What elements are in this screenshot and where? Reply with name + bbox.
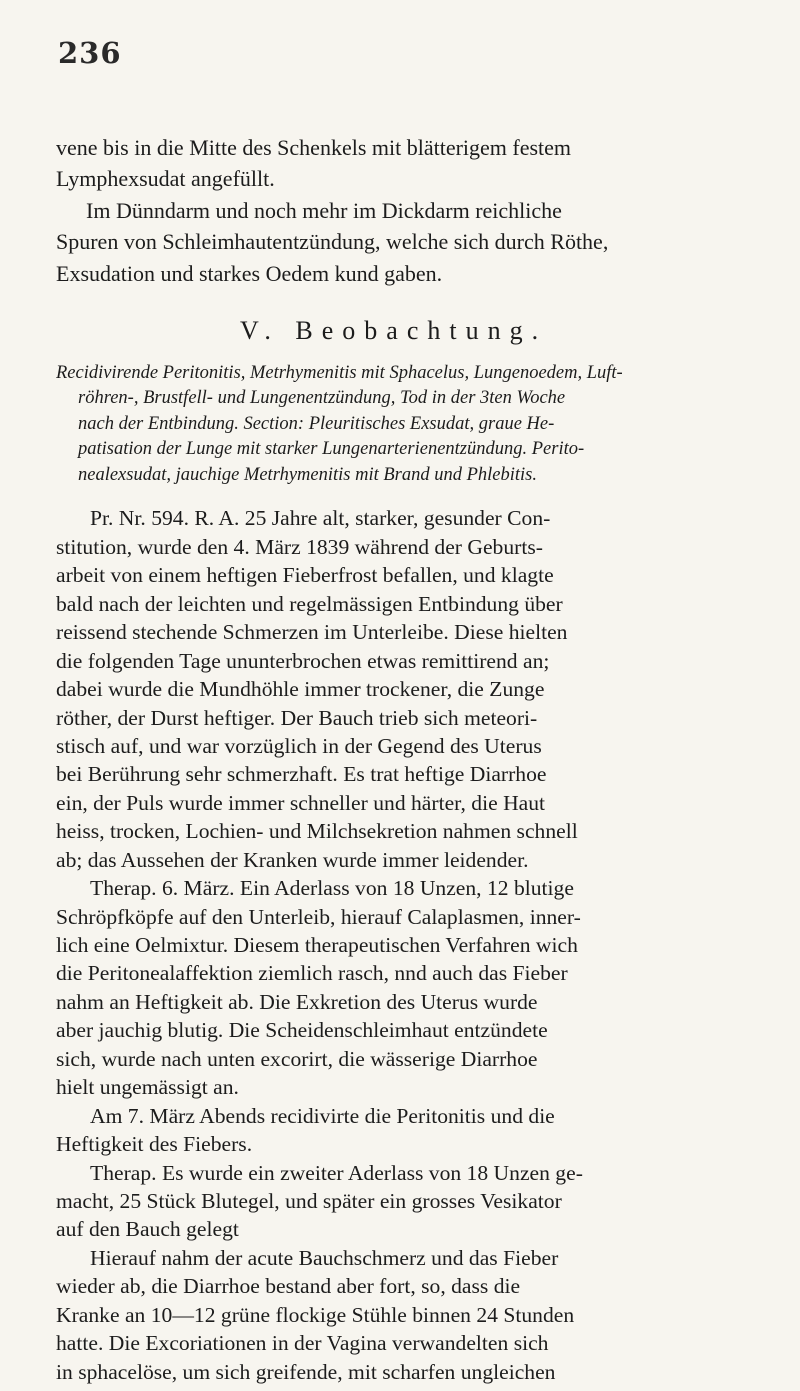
text-line: aber jauchig blutig. Die Scheidenschleimhaut entzündete [56, 1018, 548, 1043]
text-line: heiss, trocken, Lochien- und Milchsekretion nahmen schnell [56, 819, 578, 844]
text-line: Hierauf nahm der acute Bauchschmerz und das Fieber [90, 1245, 559, 1270]
text-line: die Peritonealaffektion ziemlich rasch, nnd auch das Fieber [56, 961, 568, 986]
case-summary [56, 361, 748, 489]
case-report [56, 504, 748, 1386]
text-line: stisch auf, und war vorzüglich in der Gegend des Uterus [56, 733, 542, 758]
text-line: Schröpfköpfe auf den Unterleib, hierauf Calaplasmen, inner- [56, 904, 581, 929]
text-line: Exsudation und starkes Oedem kund gaben. [56, 260, 443, 286]
summary-line: röhren-, Brustfell- und Lungenentzündung, Tod in der 3ten Woche [78, 388, 566, 409]
text-line: dabei wurde die Mundhöhle immer trockener, die Zunge [56, 677, 545, 702]
text-line: bei Berührung sehr schmerzhaft. Es trat heftige Diarrhoe [56, 762, 547, 787]
text-line: in sphacelöse, um sich greifende, mit scharfen ungleichen [56, 1359, 556, 1384]
summary-line: nach der Entbindung. Section: Pleuritisches Exsudat, graue He- [78, 413, 555, 434]
text-line: Im Dünndarm und noch mehr im Dickdarm reichliche [86, 197, 562, 223]
text-line: nahm an Heftigkeit ab. Die Exkretion des Uterus wurde [56, 989, 538, 1014]
page-number: 236 [58, 36, 122, 70]
text-line: stitution, wurde den 4. März 1839 während der Geburts- [56, 534, 543, 559]
text-line: auf den Bauch gelegt [56, 1217, 239, 1242]
text-line: lich eine Oelmixtur. Diesem therapeutischen Verfahren wich [56, 933, 578, 958]
text-line: Therap. Es wurde ein zweiter Aderlass von 18 Unzen ge- [90, 1160, 583, 1185]
text-line: reissend stechende Schmerzen im Unterleibe. Diese hielten [56, 620, 568, 645]
intro-paragraph [56, 132, 748, 289]
text-line: bald nach der leichten und regelmässigen Entbindung über [56, 591, 563, 616]
text-line: arbeit von einem heftigen Fieberfrost befallen, und klagte [56, 563, 554, 588]
text-line: ein, der Puls wurde immer schneller und härter, die Haut [56, 790, 546, 815]
page-text [56, 132, 748, 1386]
text-line: röther, der Durst heftiger. Der Bauch trieb sich meteori- [56, 705, 538, 730]
text-line: vene bis in die Mitte des Schenkels mit blätterigem festem [56, 135, 572, 160]
text-line: Lymphexsudat angefüllt. [56, 166, 275, 192]
text-line: Kranke an 10—12 grüne flockige Stühle binnen 24 Stunden [56, 1302, 575, 1327]
summary-line: Recidivirende Peritonitis, Metrhymenitis mit Sphacelus, Lungenoedem, Luft- [56, 362, 623, 383]
text-line: Heftigkeit des Fiebers. [56, 1132, 253, 1157]
text-line: wieder ab, die Diarrhoe bestand aber fort, so, dass die [56, 1274, 521, 1299]
text-line: Therap. 6. März. Ein Aderlass von 18 Unzen, 12 blutige [90, 876, 574, 901]
text-line: Am 7. März Abends recidivirte die Peritonitis und die [90, 1103, 555, 1128]
summary-line: nealexsudat, jauchige Metrhymenitis mit Brand und Phlebitis. [78, 464, 538, 485]
summary-line: patisation der Lunge mit starker Lungenarterienentzündung. Perito- [78, 439, 585, 460]
text-line: Pr. Nr. 594. R. A. 25 Jahre alt, starker, gesunder Con- [90, 506, 551, 531]
text-line: sich, wurde nach unten excorirt, die wässerige Diarrhoe [56, 1046, 538, 1071]
section-heading: V. Beobachtung. [240, 315, 548, 345]
text-line: hatte. Die Excoriationen in der Vagina verwandelten sich [56, 1331, 549, 1356]
text-line: ab; das Aussehen der Kranken wurde immer leidender. [56, 847, 529, 872]
text-line: hielt ungemässigt an. [56, 1075, 239, 1100]
text-line: macht, 25 Stück Blutegel, und später ein grosses Vesikator [56, 1188, 562, 1213]
text-line: Spuren von Schleimhautentzündung, welche sich durch Röthe, [56, 229, 609, 255]
text-line: die folgenden Tage ununterbrochen etwas remittirend an; [56, 648, 550, 673]
